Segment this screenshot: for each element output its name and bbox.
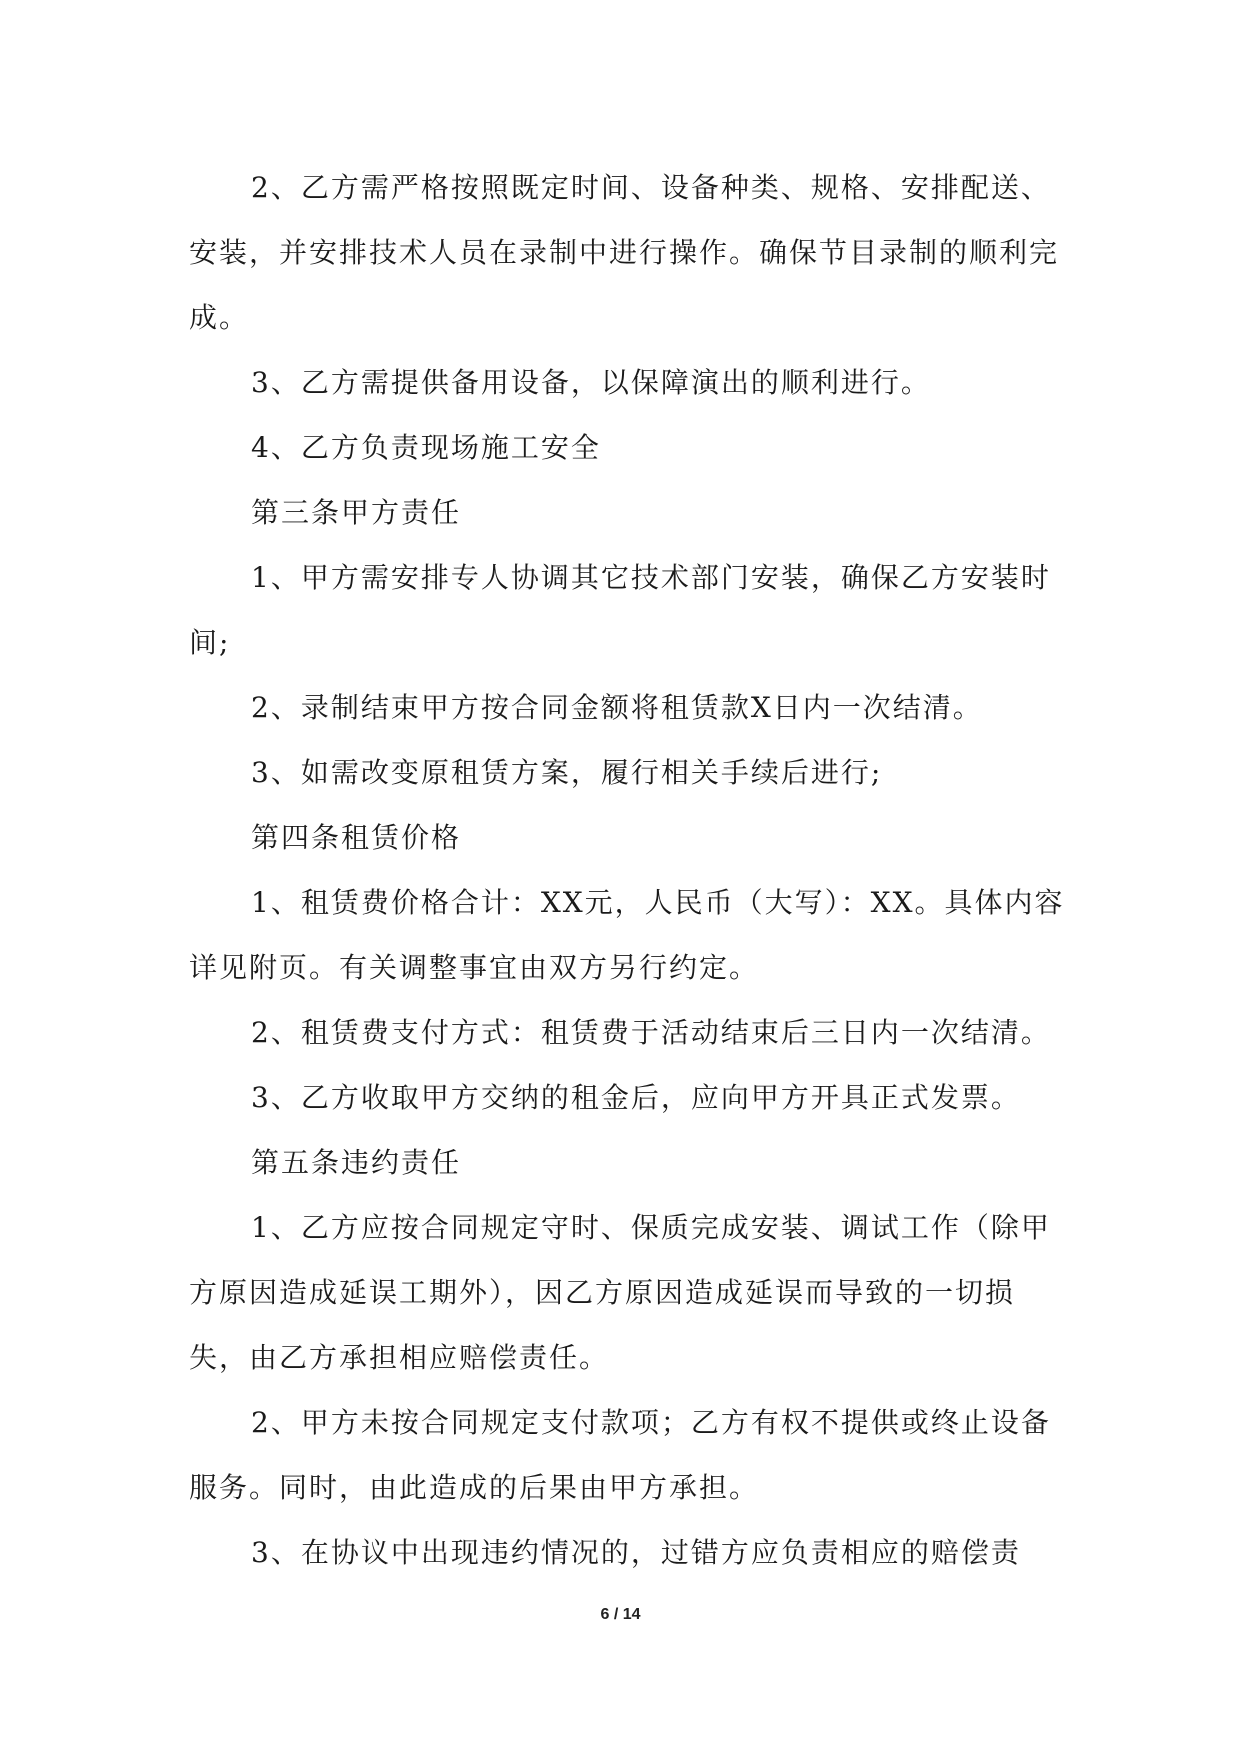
paragraph: 2、租赁费支付方式：租赁费于活动结束后三日内一次结清。 xyxy=(251,1016,1051,1049)
paragraph: 4、乙方负责现场施工安全 xyxy=(251,431,601,464)
page-number: 6 / 14 xyxy=(600,1606,641,1623)
document-body xyxy=(189,155,1069,1585)
paragraph: 3、在协议中出现违约情况的，过错方应负责相应的赔偿责 xyxy=(251,1536,1021,1569)
paragraph: 1、租赁费价格合计：XX元，人民币（大写）：XX。具体内容详见附页。有关调整事宜由双方另行约定。 xyxy=(189,886,1065,984)
paragraph: 2、甲方未按合同规定支付款项；乙方有权不提供或终止设备服务。同时，由此造成的后果由甲方承担。 xyxy=(189,1406,1051,1504)
paragraph: 3、乙方需提供备用设备，以保障演出的顺利进行。 xyxy=(251,366,931,399)
paragraph: 2、录制结束甲方按合同金额将租赁款X日内一次结清。 xyxy=(251,691,983,724)
paragraph: 1、乙方应按合同规定守时、保质完成安装、调试工作（除甲方原因造成延误工期外），因乙方原因造成延误而导致的一切损失，由乙方承担相应赔偿责任。 xyxy=(189,1211,1051,1374)
paragraph: 1、甲方需安排专人协调其它技术部门安装，确保乙方安装时间; xyxy=(189,561,1051,659)
section-heading: 第三条甲方责任 xyxy=(251,496,462,529)
paragraph: 2、乙方需严格按照既定时间、设备种类、规格、安排配送、安装，并安排技术人员在录制中进行操作。确保节目录制的顺利完成。 xyxy=(189,171,1060,334)
paragraph: 3、乙方收取甲方交纳的租金后，应向甲方开具正式发票。 xyxy=(251,1081,1021,1114)
section-heading: 第五条违约责任 xyxy=(251,1146,462,1179)
paragraph: 3、如需改变原租赁方案，履行相关手续后进行; xyxy=(251,756,883,789)
section-heading: 第四条租赁价格 xyxy=(251,821,462,854)
